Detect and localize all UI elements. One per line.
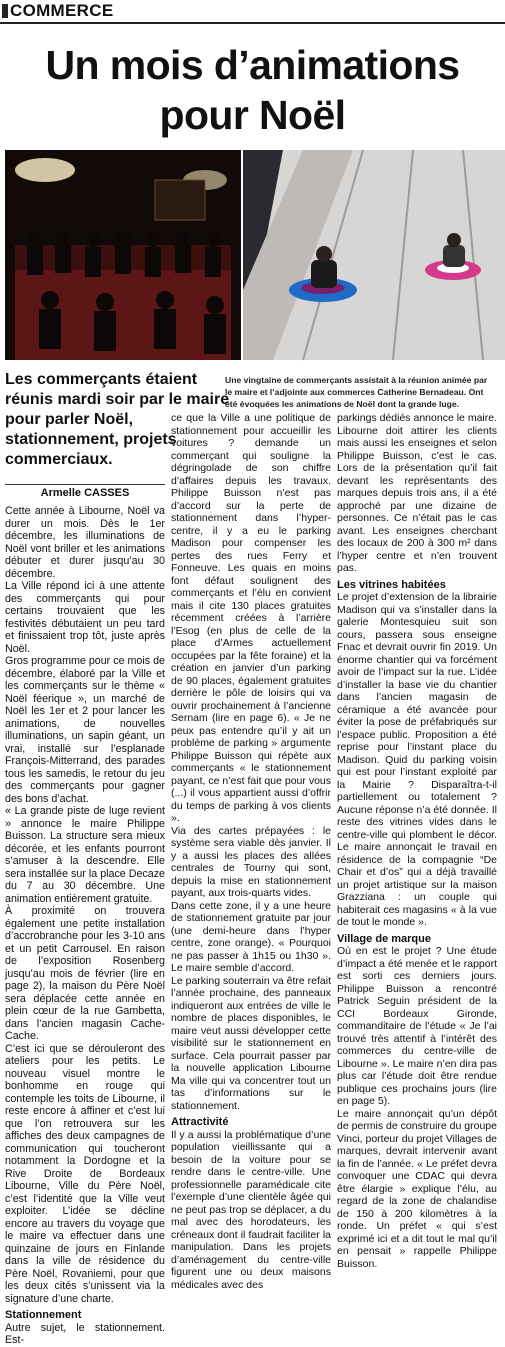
paragraph: Où en est le projet ? Une étude d’impact a été menée et le rapport est sorti ces derniers jours. Philippe Buisson a rencontré Patrick Seguin président de la CCI Bordeaux Gironde, commanditaire de l’étude « Je l’ai trouvé très attentif à l’intérêt des commerces du centre-ville de Libourne ». Le maire n’en dira pas plus car l’étude doit être rendue publique ces prochains jours (lire en page 5). (337, 945, 497, 1107)
paragraph: « La grande piste de luge revient » annonce le maire Philippe Buisson. La structure sera mieux décorée, et les enfants pourront s’amuser à la descendre. Elle sera installée sur la place Decaze du 7 au 30 décembre. Une animation entièrement gratuite. (5, 805, 165, 905)
intertitle-vitrines: Les vitrines habitées (337, 578, 446, 591)
headline (0, 40, 505, 140)
paragraph: Gros programme pour ce mois de décembre, élaboré par la Ville et les commerçants sur le thème « Noël féerique », un marché de Noël les 1er et 2 pour lancer les animations, de nouvelles illuminations, un sapin géant, un vrai, installé sur l’esplanade François-Mitterrand, des parades tous les samedis, le retour du jeu des commerçants pour gagner des bons d’achat. (5, 655, 165, 805)
article-column-1 (5, 505, 165, 1347)
article-column-2 (171, 412, 331, 1291)
paragraph: ce que la Ville a une politique de stationnement pour accueillir les voitures ? demande un commerçant qui souligne la dégringolade de son chiffre d’affaires depuis les travaux. Philippe Buisson n’est pas d’accord sur la perte de stationnement dans l’hyper-centre, il y a eu le parking Madison pour compenser les pertes des rues Ferry et Fonneuve. Les quais en moins font défaut soulignent des commerçants et l’élu en convient mais il cite 130 places gratuites récemment créées à l’arrière l’Esog (en plus de celle de la place d’Armes actuellement occupées par la fête foraine) et la création en janvier d’un parking de 90 places, également gratuites derrière le pôle de loisirs qui va ouvrir prochainement à l’ancienne Sernam (lire en page 6). « Je ne peux pas entendre qu’il y ait un problème de parking » argumente Philippe Buisson qui répète aux commerçants « le stationnement payant, ce n’est fait que pour vous (...) il vous appartient aussi d’offrir du temps de parking à vos clients ». (171, 412, 331, 824)
intertitle-attractivite: Attractivité (171, 1116, 229, 1128)
paragraph: Le parking souterrain va être refait l’année prochaine, des panneaux indiqueront aux entrées de ville le nombre de places disponibles, le maire veut aussi développer cette visibilité sur le stationnement en surface. Cela pourrait passer par la nouvelle application Libourne Ma ville qui va concentrer tout un tas d’informations sur le stationnement. (171, 974, 331, 1112)
paragraph: parkings dédiés annonce le maire. Libourne doit attirer les clients mais aussi les enseignes et selon Philippe Buisson, c’est le cas. Lors de la présentation qu’il fait devant les représentants des marques depuis trois ans, il a été approché par une dizaine de personnes. Ce n’était pas le cas avant. Les enseignes cherchant des locaux de 200 à 300 m² dans l’hyper centre et n’en trouvent pas. (337, 412, 497, 574)
paragraph: Il y a aussi la problématique d’une population vieillissante qui a besoin de la voiture pour se rendre dans le centre-ville. Une professionnelle paramédicale cite l’exemple d’une clientèle âgée qui ne peut pas trop se déplacer, a du mal avec des horodateurs, les créneaux dont il faudrait faciliter la manipulation. Dans les projets d’aménagement du centre-ville figurent une ou deux maisons médicales avec des (171, 1128, 331, 1291)
author-rule (5, 484, 165, 485)
subheadline: Les commerçants étaient réunis mardi soir par le maire pour parler Noël, stationnement, projets commerciaux. (5, 371, 230, 468)
paragraph: Via des cartes prépayées : le système sera viable dès janvier. Il y a aussi les places des allées centrales de Tourny qui sont, depuis la mise en stationnement payant, aux trois-quarts vides. (171, 824, 331, 899)
paragraph: Autre sujet, le stationnement. Est- (5, 1321, 165, 1346)
intertitle-stationnement: Stationnement (5, 1309, 82, 1321)
intertitle-village: Village de marque (337, 932, 431, 945)
meeting-illustration (5, 150, 241, 360)
paragraph: Cette année à Libourne, Noël va durer un mois. Dès le 1er décembre, les illuminations de Noël vont briller et les animations débuter et durer jusqu’au 30 décembre. (5, 505, 165, 580)
paragraph: Le projet d’extension de la librairie Madison qui va s’installer dans la galerie Montesquieu suit son cours, passera sous enseigne Fnac et devrait ouvrir fin 2019. Un énorme chantier qui va forcément avoir de l’impact sur la rue. L’idée d’installer la base vie du chantier dans l’ancien magasin de céramique a été avancée pour éviter la pose de préfabriqués sur l’espace public. Proposition a été reprise pour l’instant place du Madison. Quid du parking voisin qui est pour l’instant exploité par la Mairie ? Disparaîtra-t-il partiellement ou totalement ? Aucune réponse n’a été donnée. Il reste des vitrines vides dans le centre-ville qui plombent le décor. Le maire annonçait le travail en résidence de la compagnie “De Chair et d’os” qui a déjà travaillé un projet artistique sur la maison Grazziana : un couple qui habiterait ces magasins « à la vue de tout le monde ». (337, 591, 497, 928)
headline-line-2: pour Noël (159, 92, 346, 138)
paragraph: À proximité on trouvera également une petite installation d’accrobranche pour les 3-10 ans et un petit Carrousel. En raison de l’exposition Rosenberg jusqu’au mois de février (lire en page 2), la maison du Père Noël sera déplacée cette année en plein cœur de la rue Gambetta, dans l’ancien magasin Cache-Cache. (5, 905, 165, 1042)
paragraph: Dans cette zone, il y a une heure de stationnement gratuite par jour (une demi-heure dans l’hyper centre, zone orange). « Pourquoi ne pas passer à 1h15 ou 1h30 ». Le maire semble d’accord. (171, 899, 331, 974)
rubric-label: COMMERCE (10, 1, 114, 20)
rubric-marker (2, 4, 8, 18)
photo-caption: Une vingtaine de commerçants assistait à la réunion animée par le maire et l’adjointe aux commerces Catherine Bernadeau. Ont été évoquées les animations de Noël dont la grande luge. (225, 375, 488, 409)
paragraph: La Ville répond ici à une attente des commerçants qui pour certains trouvaient que les festivités débutaient un peu tard et finissaient trop tôt, juste après Noël. (5, 580, 165, 655)
headline-line-1: Un mois d’animations (45, 42, 460, 88)
photo-meeting (5, 150, 241, 360)
article-column-3 (337, 412, 497, 1270)
section-rubric (0, 0, 505, 24)
byline: Armelle CASSES (40, 487, 130, 499)
paragraph: C’est ici que se dérouleront des ateliers pour les petits. Le nouveau visuel montre le bonhomme en rouge qui contemple les toits de Libourne, il reste encore à affiner et c’est lui que l’on retrouvera sur les affiches des deux campagnes de communication qui toucheront notamment la Dordogne et la Rive Droite de Bordeaux Libourne, Ville du Père Noël, c’est l’identité que la Ville veut exploiter. L’idée se décline encore au travers du voyage que le maire va effectuer dans une quinzaine de jours en Finlande dans la ville de résidence du Père Noël, Rovaniemi, pour que les deux cités s’unissent via la signature d’une charte. (5, 1042, 165, 1305)
sled-illustration (243, 150, 505, 360)
paragraph: Le maire annonçait qu’un dépôt de permis de construire du groupe Vinci, porteur du projet Villages de marques, devrait intervenir avant la fin de l’année. « Le préfet devra convoquer une CDAC qui devra être élargie » explique l’élu, au regard de la zone de chalandise de 150 à 200 kilomètres à la ronde. Un préfet « qui s’est exprimé ici et a dit tout le mal qu’il en pensait » rappelle Philippe Buisson. (337, 1107, 497, 1270)
photo-sled-slope (243, 150, 505, 360)
